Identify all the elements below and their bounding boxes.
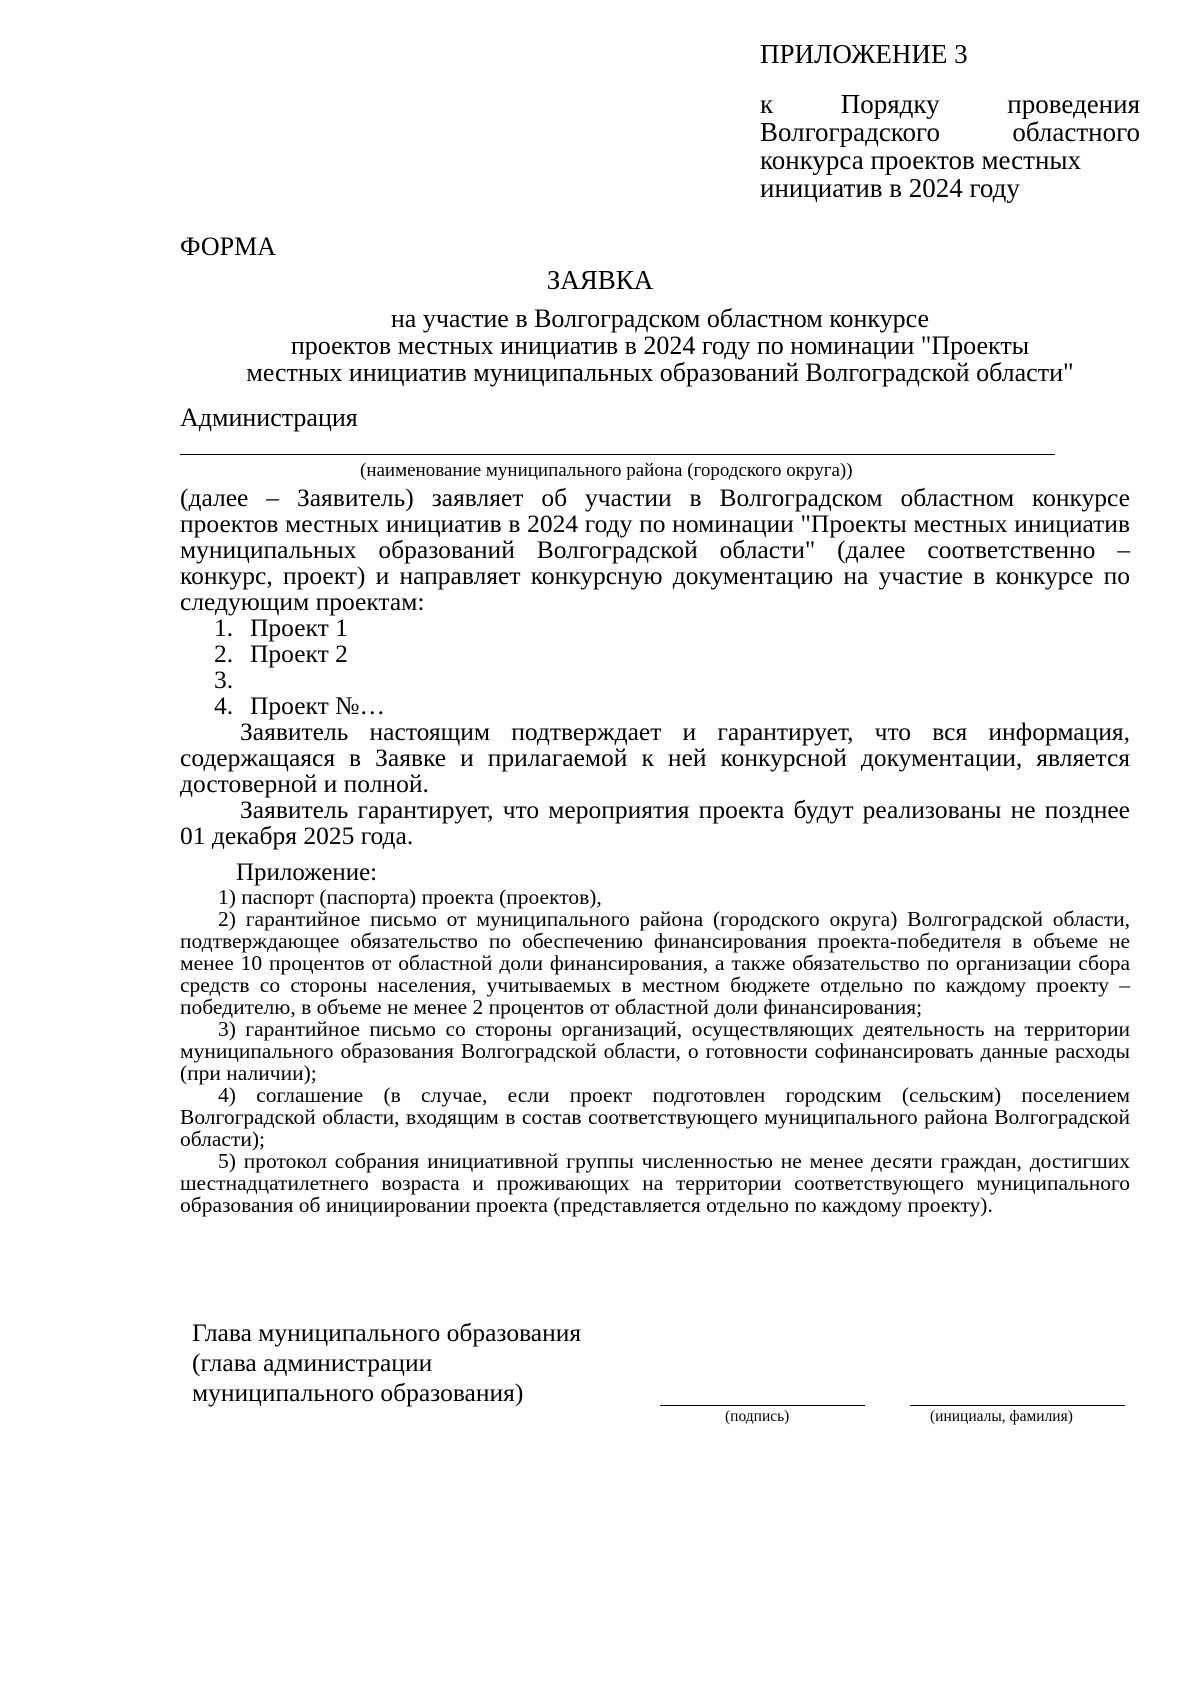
project-list-item bbox=[180, 641, 1130, 667]
name-field-line bbox=[910, 1405, 1125, 1406]
appendix-subtitle-line: инициатив в 2024 году bbox=[760, 173, 1020, 203]
appendix-subtitle-line: Волгоградского областного bbox=[760, 117, 1140, 147]
attachments-heading: Приложение: bbox=[236, 859, 378, 886]
appendix-header bbox=[760, 40, 1140, 202]
signature-block bbox=[192, 1318, 581, 1408]
project-label: Проект 2 bbox=[250, 639, 348, 668]
attachment-item: 3) гарантийное письмо со стороны организаций, осуществляющих деятельность на территории муниципального образования Волгоградской области, о готовности софинансировать данные расходы (при наличии); bbox=[180, 1017, 1130, 1085]
application-subtitle-line: проектов местных инициатив в 2024 году по номинации "Проекты bbox=[290, 331, 1030, 360]
administration-name-field-line bbox=[180, 454, 1055, 455]
appendix-subtitle bbox=[760, 90, 1140, 202]
attachment-item: 1) паспорт (паспорта) проекта (проектов), bbox=[218, 885, 602, 909]
project-label: Проект №… bbox=[250, 691, 385, 720]
appendix-subtitle-line: к Порядку проведения bbox=[760, 89, 1140, 119]
project-list-item bbox=[180, 615, 1130, 641]
appendix-subtitle-line: конкурса проектов местных bbox=[760, 145, 1082, 175]
project-number: 3. bbox=[214, 665, 234, 694]
guarantee-paragraph: Заявитель настоящим подтверждает и гарантирует, что вся информация, содержащаяся в Заявке и прилагаемой к ней конкурсной документации, является достоверной и полной. bbox=[180, 717, 1130, 798]
name-caption: (инициалы, фамилия) bbox=[930, 1408, 1073, 1425]
attachment-item: 4) соглашение (в случае, если проект подготовлен городским (сельским) поселением Волгоградской области, входящим в состав соответствующего муниципального района Волгоградской области); bbox=[180, 1083, 1130, 1151]
project-label: Проект 1 bbox=[250, 613, 348, 642]
application-title: ЗАЯВКА bbox=[546, 265, 654, 295]
application-subtitle-line: местных инициатив муниципальных образований Волгоградской области" bbox=[246, 358, 1074, 387]
project-number: 2. bbox=[214, 639, 234, 668]
signatory-title-line: муниципального образования) bbox=[192, 1378, 524, 1407]
signature-caption: (подпись) bbox=[725, 1408, 790, 1425]
signatory-title-line: (глава администрации bbox=[192, 1348, 433, 1377]
application-body bbox=[180, 485, 1130, 849]
administration-label: Администрация bbox=[180, 403, 358, 432]
attachments-block bbox=[180, 859, 1130, 1217]
signatory-title-line: Глава муниципального образования bbox=[192, 1318, 582, 1347]
project-list-item bbox=[180, 693, 1130, 719]
project-number: 1. bbox=[214, 613, 234, 642]
administration-caption: (наименование муниципального района (городского округа)) bbox=[360, 460, 853, 481]
attachment-item: 2) гарантийное письмо от муниципального района (городского округа) Волгоградской области, подтверждающее обязательство по обеспечению финансирования проекта-победителя в объеме не менее 10 процентов от областной доли финансирования, а также обязательство по организации сбора средств со стороны населения, учитываемых в местном бюджете отдельно по каждому проекту – победителю, в объеме не менее 2 процентов от областной доли финансирования; bbox=[180, 907, 1130, 1019]
form-label: ФОРМА bbox=[180, 232, 276, 261]
deadline-paragraph: Заявитель гарантирует, что мероприятия проекта будут реализованы не позднее 01 декабря 2025 года. bbox=[180, 795, 1130, 850]
attachment-item: 5) протокол собрания инициативной группы численностью не менее десяти граждан, достигших шестнадцатилетнего возраста и проживающих на территории соответствующего муниципального образования об инициировании проекта (представляется отдельно по каждому проекту). bbox=[180, 1149, 1130, 1217]
signature-field-line bbox=[660, 1405, 865, 1406]
project-list-item bbox=[180, 667, 1130, 693]
project-list bbox=[180, 615, 1130, 719]
intro-paragraph: (далее – Заявитель) заявляет об участии в Волгоградском областном конкурсе проектов местных инициатив в 2024 году по номинации "Проекты местных инициатив муниципальных образований Волгоградской области" (далее соответственно – конкурс, проект) и направляет конкурсную документацию на участие в конкурсе по следующим проектам: bbox=[180, 483, 1130, 616]
appendix-title: ПРИЛОЖЕНИЕ 3 bbox=[760, 39, 968, 69]
project-number: 4. bbox=[214, 691, 234, 720]
application-subtitle bbox=[180, 305, 1140, 386]
application-subtitle-line: на участие в Волгоградском областном конкурсе bbox=[390, 304, 930, 333]
